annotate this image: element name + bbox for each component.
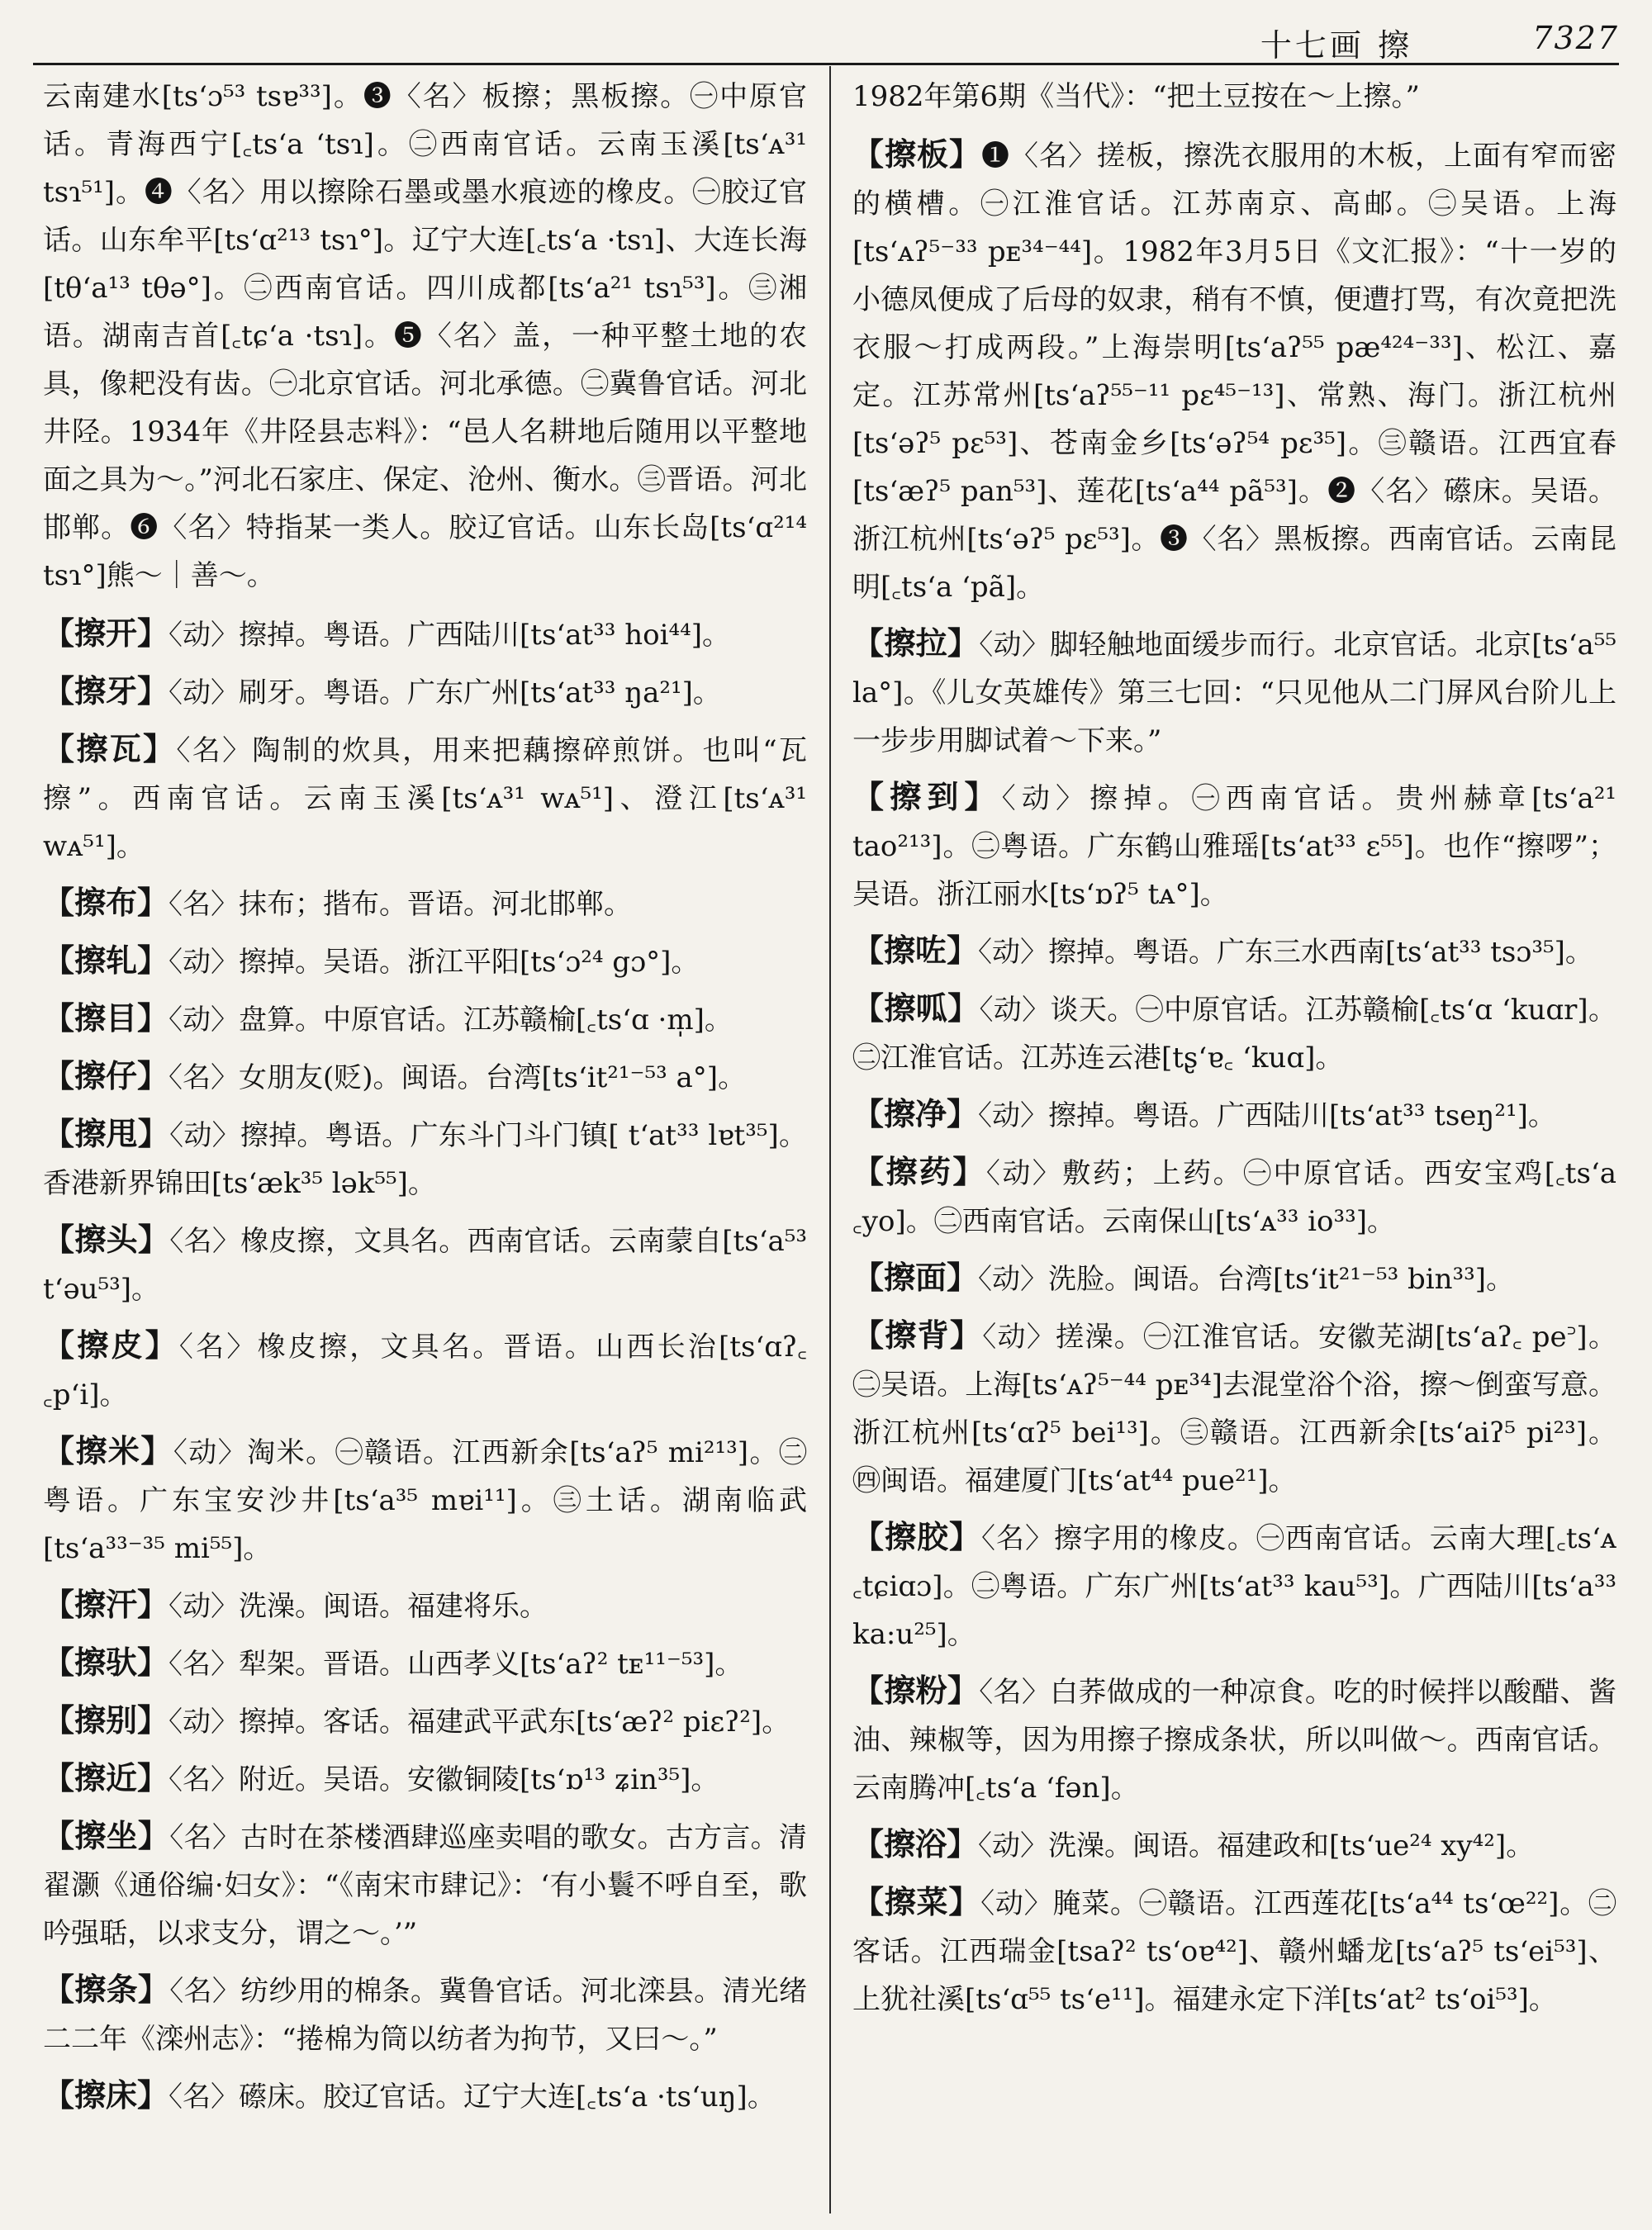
dictionary-entry	[43, 1754, 807, 1804]
entry-definition: 〈动〉擦掉。粤语。广西陆川[ts‘at³³ tseŋ²¹]。	[978, 1099, 1556, 1132]
entry-headword: 【擦条】	[43, 1971, 170, 2008]
entry-definition: 〈动〉脚轻触地面缓步而行。北京官话。北京[ts‘a⁵⁵ la°]。《儿女英雄传》第三七回：“只见他从二门屏风台阶儿上一步步用脚试着～下来。”	[852, 629, 1616, 757]
dictionary-entry	[852, 1513, 1616, 1658]
entry-headword: 【擦汗】	[43, 1586, 169, 1623]
entry-definition: ❶〈名〉搓板，擦洗衣服用的木板，上面有窄而密的横槽。㊀江淮官话。江苏南京、高邮。㊁吴语。上海[ts‘ᴀʔ⁵⁻³³ pᴇ³⁴⁻⁴⁴]。1982年3月5日《文汇报》：“十一岁的小德凤便成了后母的奴隶，稍有不慎，便遭打骂，有次竟把洗衣服～打成两段。”上海崇明[ts‘aʔ⁵⁵ pæ⁴²⁴⁻³³]、松江、嘉定。江苏常州[ts‘aʔ⁵⁵⁻¹¹ pɛ⁴⁵⁻¹³]、常熟、海门。浙江杭州[ts‘əʔ⁵ pɛ⁵³]、苍南金乡[ts‘əʔ⁵⁴ pɛ³⁵]。㊂赣语。江西宜春[ts‘æʔ⁵ pan⁵³]、莲花[ts‘a⁴⁴ pã⁵³]。❷〈名〉礤床。吴语。浙江杭州[ts‘əʔ⁵ pɛ⁵³]。❸〈名〉黑板擦。西南官话。云南昆明[꜀ts‘a ‘pã]。	[852, 140, 1616, 604]
entry-headword: 【擦到】	[852, 778, 1002, 815]
dictionary-entry	[852, 773, 1616, 918]
dictionary-entry	[852, 619, 1616, 765]
left-entry-list	[43, 610, 807, 2121]
entry-headword: 【擦瓦】	[43, 730, 177, 767]
dictionary-entry	[43, 1581, 807, 1630]
entry-definition: 〈名〉陶制的炊具，用来把藕擦碎煎饼。也叫“瓦擦”。西南官话。云南玉溪[ts‘ᴀ³¹ wᴀ⁵¹]、澄江[ts‘ᴀ³¹ wᴀ⁵¹]。	[43, 734, 807, 863]
dictionary-entry	[43, 1696, 807, 1746]
entry-headword: 【擦坐】	[43, 1817, 170, 1854]
entry-headword: 【擦米】	[43, 1432, 173, 1469]
dictionary-entry	[43, 1639, 807, 1688]
entry-definition: 〈动〉淘米。㊀赣语。江西新余[ts‘aʔ⁵ mi²¹³]。㊁粤语。广东宝安沙井[ts‘a³⁵ mɐi¹¹]。㊂土话。湖南临武[ts‘a³³⁻³⁵ mi⁵⁵]。	[43, 1436, 807, 1565]
entry-definition: 〈动〉擦掉。粤语。广西陆川[ts‘at³³ hoi⁴⁴]。	[169, 619, 730, 652]
dictionary-entry	[852, 1820, 1616, 1870]
dictionary-entry	[43, 1216, 807, 1313]
column-divider	[829, 66, 831, 2213]
dictionary-entry	[43, 725, 807, 871]
dictionary-entry	[852, 1878, 1616, 2024]
left-column	[43, 73, 807, 2212]
entry-definition: 〈动〉盘算。中原官话。江苏赣榆[꜀ts‘ɑ ·m̩]。	[169, 1004, 733, 1037]
entry-definition: 〈动〉擦掉。客话。福建武平武东[ts‘æʔ² piɛʔ²]。	[169, 1706, 790, 1739]
entry-headword: 【擦面】	[852, 1259, 979, 1296]
dictionary-entry	[852, 1254, 1616, 1303]
entry-headword: 【擦拉】	[852, 624, 980, 662]
entry-headword: 【擦近】	[43, 1759, 169, 1796]
dictionary-entry	[43, 610, 807, 659]
entry-definition: 〈动〉擦掉。粤语。广东三水西南[ts‘at³³ tsɔ³⁵]。	[978, 936, 1593, 969]
entry-definition: 〈动〉腌菜。㊀赣语。江西莲花[ts‘a⁴⁴ ts‘œ²²]。㊁客话。江西瑞金[tsaʔ² ts‘oɐ⁴²]、赣州蟠龙[ts‘aʔ⁵ ts‘ei⁵³]、上犹社溪[ts‘ɑ⁵⁵ ts‘e¹¹]。福建永定下洋[ts‘at² ts‘oi⁵³]。	[852, 1887, 1616, 2016]
page-header	[33, 15, 1619, 63]
dictionary-entry	[43, 879, 807, 928]
entry-headword: 【擦板】	[852, 135, 981, 173]
entry-definition: 〈名〉礤床。胶辽官话。辽宁大连[꜀ts‘a ·ts‘uŋ]。	[169, 2081, 776, 2114]
dictionary-entry	[43, 1812, 807, 1957]
dictionary-entry	[852, 1312, 1616, 1505]
header-rule	[33, 63, 1619, 65]
entry-definition: 〈动〉擦掉。粤语。广东斗门斗门镇[ t‘at³³ lɐt³⁵]。香港新界锦田[ts‘æk³⁵ lək⁵⁵]。	[43, 1119, 807, 1200]
entry-definition: 〈动〉擦掉。㊀西南官话。贵州赫章[ts‘a²¹ tao²¹³]。㊁粤语。广东鹤山雅瑶[ts‘at³³ ɛ⁵⁵]。也作“擦啰”；吴语。浙江丽水[ts‘ɒʔ⁵ tᴀ°]。	[852, 782, 1616, 911]
dictionary-entry	[852, 1090, 1616, 1140]
dictionary-entry	[43, 1427, 807, 1573]
dictionary-entry	[43, 1110, 807, 1208]
entry-headword: 【擦菜】	[852, 1883, 981, 1920]
entry-definition: 〈名〉白荞做成的一种凉食。吃的时候拌以酸醋、酱油、辣椒等，因为用擦子擦成条状，所以叫做～。西南官话。云南腾冲[꜀ts‘a ‘fən]。	[852, 1676, 1616, 1805]
entry-headword: 【擦皮】	[43, 1326, 179, 1364]
dictionary-entry	[852, 985, 1616, 1082]
entry-definition: 〈名〉纺纱用的棉条。冀鲁官话。河北滦县。清光绪二二年《滦州志》：“捲棉为筒以纺者为拘节，又曰～。”	[43, 1975, 807, 2056]
entry-definition: 〈名〉擦字用的橡皮。㊀西南官话。云南大理[꜀ts‘ᴀ ꜀tɕiɑɔ]。㊁粤语。广东广州[ts‘at³³ kau⁵³]。广西陆川[ts‘a³³ ka:u²⁵]。	[852, 1522, 1616, 1651]
running-head: 十七画 擦	[1260, 27, 1412, 64]
entry-definition: 〈名〉橡皮擦，文具名。西南官话。云南蒙自[ts‘a⁵³ t‘əu⁵³]。	[43, 1225, 807, 1306]
entry-definition: 〈动〉洗澡。闽语。福建政和[ts‘ue²⁴ xy⁴²]。	[978, 1829, 1535, 1862]
dictionary-entry	[852, 927, 1616, 976]
dictionary-entry	[43, 667, 807, 717]
entry-definition: 〈名〉附近。吴语。安徽铜陵[ts‘ɒ¹³ ʑin³⁵]。	[169, 1763, 719, 1796]
entry-definition: 〈名〉犁架。晋语。山西孝义[ts‘aʔ² tᴇ¹¹⁻⁵³]。	[169, 1648, 743, 1681]
entry-definition: 〈动〉洗脸。闽语。台湾[ts‘it²¹⁻⁵³ bin³³]。	[978, 1263, 1515, 1296]
entry-headword: 【擦轧】	[43, 942, 169, 979]
entry-headword: 【擦开】	[43, 614, 169, 652]
page-number: 7327	[1532, 20, 1619, 56]
entry-definition: 〈名〉橡皮擦，文具名。晋语。山西长治[ts‘ɑʔ꜀ ꜀p‘i]。	[43, 1331, 807, 1412]
entry-headword: 【擦粉】	[852, 1672, 980, 1709]
entry-headword: 【擦呱】	[852, 989, 980, 1027]
dictionary-entry	[852, 1667, 1616, 1812]
dictionary-entry	[852, 1148, 1616, 1245]
entry-continuation: 云南建水[ts‘ɔ⁵³ tsɐ³³]。❸〈名〉板擦；黑板擦。㊀中原官话。青海西宁[꜀ts‘a ‘tsɿ]。㊁西南官话。云南玉溪[ts‘ᴀ³¹ tsɿ⁵¹]。❹〈名〉用以擦除石墨或墨水痕迹的橡皮。㊀胶辽官话。山东牟平[ts‘ɑ²¹³ tsɿ°]。辽宁大连[꜀ts‘a ·tsɿ]、大连长海[tθ‘a¹³ tθə°]。㊁西南官话。四川成都[ts‘a²¹ tsɿ⁵³]。㊂湘语。湖南吉首[꜀tɕ‘a ·tsɿ]。❺〈名〉盖，一种平整土地的农具，像耙没有齿。㊀北京官话。河北承德。㊁冀鲁官话。河北井陉。1934年《井陉县志料》：“邑人名耕地后随用以平整地面之具为～。”河北石家庄、保定、沧州、衡水。㊂晋语。河北邯郸。❻〈名〉特指某一类人。胶辽官话。山东长岛[ts‘ɑ²¹⁴ tsɿ°]熊～｜善～。	[43, 80, 807, 592]
entry-headword: 【擦头】	[43, 1221, 170, 1258]
entry-definition: 〈动〉敷药；上药。㊀中原官话。西安宝鸡[꜀ts‘a ꜀yo]。㊁西南官话。云南保山[ts‘ᴀ³³ io³³]。	[852, 1157, 1616, 1238]
entry-definition: 〈名〉古时在茶楼酒肆巡座卖唱的歌女。古方言。清翟灏《通俗编·妇女》：“《南宋市肆记》：‘有小鬟不呼自至，歌吟强聒，以求支分，谓之～。’”	[43, 1821, 807, 1950]
entry-definition: 〈动〉刷牙。粤语。广东广州[ts‘at³³ ŋa²¹]。	[169, 676, 721, 709]
dictionary-entry	[43, 2071, 807, 2121]
entry-headword: 【擦背】	[852, 1317, 983, 1354]
entry-headword: 【擦别】	[43, 1701, 169, 1739]
entry-continuation: 1982年第6期《当代》：“把土豆按在～上擦。”	[852, 80, 1420, 113]
entry-headword: 【擦咗】	[852, 932, 979, 969]
entry-definition: 〈动〉洗澡。闽语。福建将乐。	[169, 1590, 548, 1623]
entry-headword: 【擦药】	[852, 1153, 986, 1190]
entry-definition: 〈动〉搓澡。㊀江淮官话。安徽芜湖[ts‘aʔ꜀ pe꜄]。㊁吴语。上海[ts‘ᴀʔ⁵⁻⁴⁴ pᴇ³⁴]去混堂浴个浴，擦～倒蛮写意。浙江杭州[ts‘ɑʔ⁵ bei¹³]。㊂赣语。江西新余[ts‘aiʔ⁵ pi²³]。㊃闽语。福建厦门[ts‘at⁴⁴ pue²¹]。	[852, 1321, 1616, 1497]
right-column	[852, 73, 1616, 2212]
entry-definition: 〈动〉谈天。㊀中原官话。江苏赣榆[꜀ts‘ɑ ‘kuɑr]。㊁江淮官话。江苏连云港[tʂ‘ɐ꜀ ‘kuɑ]。	[852, 994, 1616, 1075]
entry-headword: 【擦布】	[43, 884, 169, 921]
entry-headword: 【擦胶】	[852, 1518, 981, 1555]
entry-headword: 【擦浴】	[852, 1825, 979, 1862]
dictionary-entry	[43, 1052, 807, 1102]
right-entry-list	[852, 130, 1616, 2024]
entry-headword: 【擦牙】	[43, 672, 169, 709]
entry-headword: 【擦驮】	[43, 1644, 169, 1681]
entry-headword: 【擦目】	[43, 999, 169, 1037]
entry-definition: 〈名〉抹布；揩布。晋语。河北邯郸。	[169, 888, 633, 921]
dictionary-entry	[43, 1966, 807, 2063]
dictionary-entry	[43, 937, 807, 986]
dictionary-entry	[43, 1321, 807, 1419]
dictionary-entry	[43, 994, 807, 1044]
entry-definition: 〈名〉女朋友(贬)。闽语。台湾[ts‘it²¹⁻⁵³ a°]。	[169, 1061, 747, 1094]
entry-headword: 【擦仔】	[43, 1057, 169, 1094]
entry-headword: 【擦甩】	[43, 1115, 170, 1152]
entry-headword: 【擦床】	[43, 2076, 169, 2114]
dictionary-entry	[852, 130, 1616, 611]
entry-definition: 〈动〉擦掉。吴语。浙江平阳[ts‘ɔ²⁴ gɔ°]。	[169, 946, 700, 979]
entry-headword: 【擦净】	[852, 1095, 979, 1132]
